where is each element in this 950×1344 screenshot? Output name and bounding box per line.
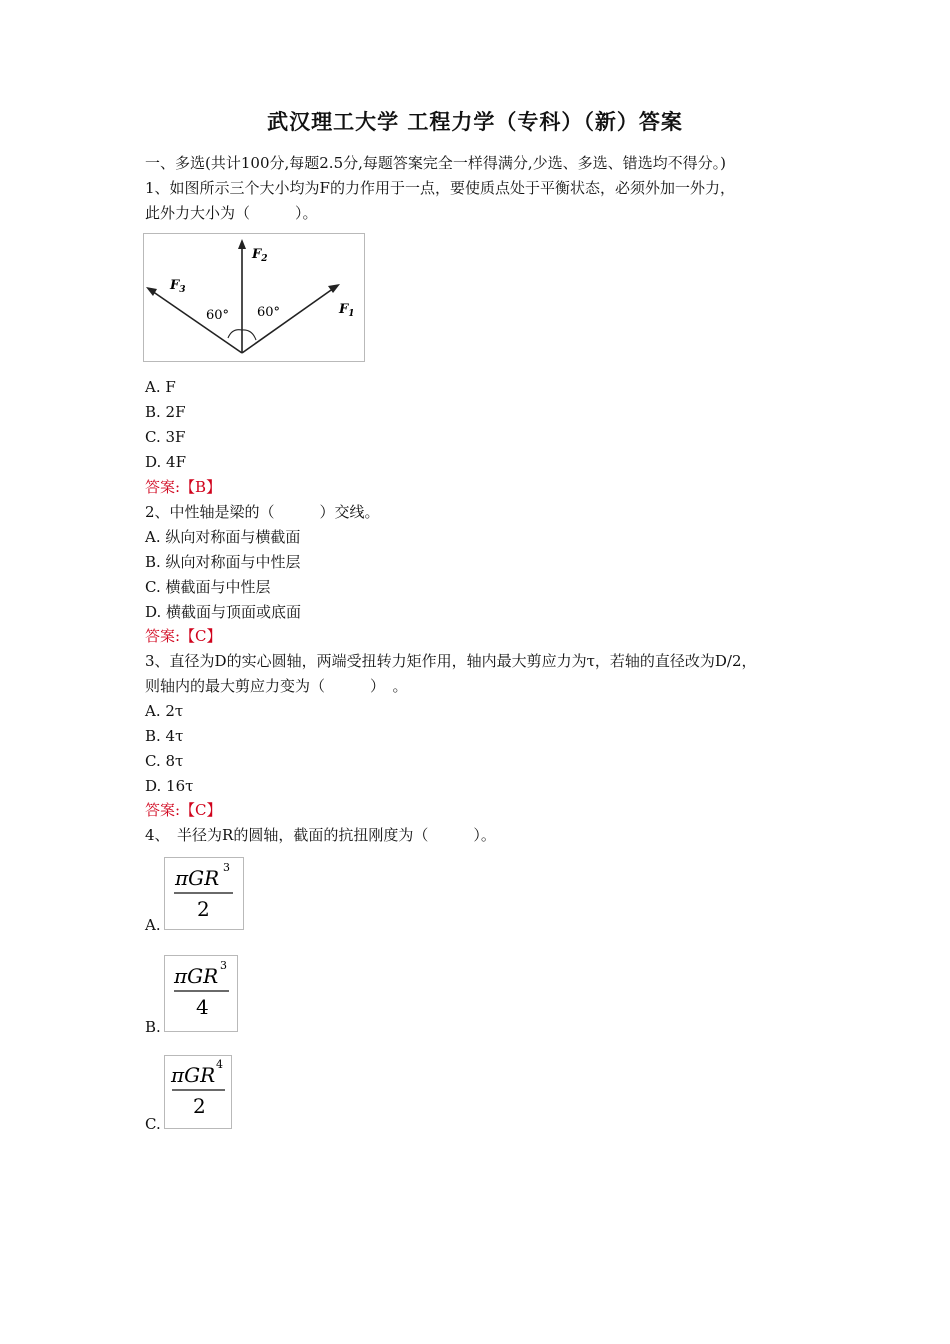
q1-answer: 答案:【B】	[145, 478, 222, 496]
formula-b-denominator: 4	[196, 995, 209, 1019]
q2-option-d: D. 横截面与顶面或底面	[145, 603, 302, 621]
q1-option-a: A. F	[145, 378, 176, 396]
q3-answer: 答案:【C】	[145, 801, 222, 819]
q3-text-line2: 则轴内的最大剪应力变为（ ） 。	[145, 677, 408, 695]
angle-label-left: 60°	[206, 308, 230, 323]
formula-b-exponent: 3	[220, 959, 227, 972]
q1-option-c: C. 3F	[145, 428, 186, 446]
q3-option-b: B. 4τ	[145, 727, 184, 745]
q4-option-c-label: C.	[145, 1115, 161, 1133]
section-header: 一、多选(共计100分,每题2.5分,每题答案完全一样得满分,少选、多选、错选均不得分。)	[145, 154, 726, 172]
q2-option-c: C. 横截面与中性层	[145, 578, 271, 596]
q1-option-b: B. 2F	[145, 403, 186, 421]
label-f3: $F_3$	[170, 278, 186, 295]
force-diagram	[144, 234, 364, 361]
formula-c-numerator: πGR	[171, 1063, 216, 1087]
formula-c-exponent: 4	[216, 1058, 223, 1071]
q3-option-d: D. 16τ	[145, 777, 194, 795]
formula-b-numerator: πGR	[174, 964, 219, 988]
q3-text-line1: 3、直径为D的实心圆轴，两端受扭转力矩作用，轴内最大剪应力为τ，若轴的直径改为D/2，	[145, 652, 757, 670]
q4-option-c-formula	[164, 1055, 232, 1129]
q2-answer: 答案:【C】	[145, 627, 222, 645]
formula-a-exponent: 3	[223, 861, 230, 874]
q2-text: 2、中性轴是梁的（ ）交线。	[145, 503, 380, 521]
q1-text-line2: 此外力大小为（ ）。	[145, 204, 318, 222]
q2-option-b: B. 纵向对称面与中性层	[145, 553, 301, 571]
q4-text: 4、 半径为R的圆轴，截面的抗扭刚度为（ ）。	[145, 826, 496, 844]
q4-option-a-formula	[164, 857, 244, 930]
q4-option-a-label: A.	[145, 916, 161, 934]
formula-a-numerator: πGR	[175, 866, 220, 890]
label-f1: $F_1$	[339, 302, 355, 319]
angle-arc-right	[242, 330, 256, 340]
q3-option-c: C. 8τ	[145, 752, 184, 770]
force-f1-arrow	[242, 288, 334, 353]
q1-text-line1: 1、如图所示三个大小均为F的力作用于一点，要使质点处于平衡状态，必须外加一外力，	[145, 179, 735, 197]
formula-c-denominator: 2	[193, 1094, 206, 1118]
page-title: 武汉理工大学 工程力学（专科）（新）答案	[267, 109, 683, 134]
force-diagram-figure	[143, 233, 365, 362]
angle-label-right: 60°	[257, 305, 281, 320]
q1-option-d: D. 4F	[145, 453, 186, 471]
label-f2: $F_2$	[252, 247, 268, 264]
formula-a-denominator: 2	[197, 897, 210, 921]
q4-option-b-formula	[164, 955, 238, 1032]
q2-option-a: A. 纵向对称面与横截面	[145, 528, 301, 546]
q4-option-b-label: B.	[145, 1018, 161, 1036]
q3-option-a: A. 2τ	[145, 702, 184, 720]
angle-arc-left	[228, 330, 242, 338]
